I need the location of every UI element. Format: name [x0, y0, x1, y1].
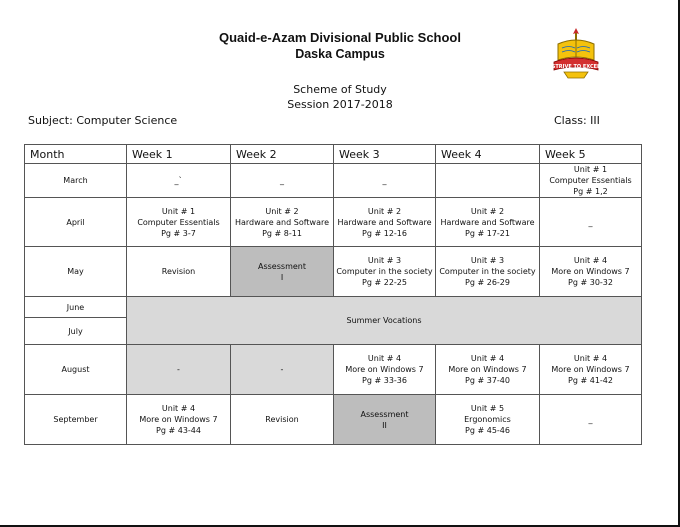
column-header: Week 2: [231, 145, 334, 164]
pages-label: Pg # 33-36: [362, 376, 407, 385]
pages-label: Pg # 22-25: [362, 278, 407, 287]
week-cell: Revision: [127, 247, 231, 297]
unit-label: Unit # 2: [367, 206, 402, 216]
week-cell: [436, 247, 540, 297]
assessment-cell: [334, 395, 436, 445]
month-cell: September: [25, 395, 127, 445]
week-cell: _: [334, 164, 436, 198]
week-cell: [334, 345, 436, 395]
table-row: [25, 198, 642, 247]
school-name: Quaid-e-Azam Divisional Public School: [219, 30, 461, 45]
week-cell: [540, 164, 642, 198]
month-cell: August: [25, 345, 127, 395]
unit-label: Unit # 4: [573, 354, 608, 363]
assessment-number: I: [280, 272, 284, 282]
assessment-label: Assessment: [360, 409, 409, 419]
column-header: Week 5: [540, 145, 642, 164]
unit-label: Unit # 4: [573, 256, 608, 265]
week-cell: [436, 345, 540, 395]
topic-label: More on Windows 7: [551, 267, 630, 276]
table-header-row: [25, 145, 642, 164]
topic-label: Computer Essentials: [137, 217, 220, 227]
topic-label: Hardware and Software: [440, 217, 535, 227]
week-cell: _`: [127, 164, 231, 198]
topic-label: Computer in the society: [439, 267, 536, 276]
topic-label: Hardware and Software: [234, 217, 330, 227]
session-label: Session 2017-2018: [287, 98, 393, 111]
school-logo-icon: [546, 24, 606, 84]
week-cell: [127, 395, 231, 445]
week-cell: _: [540, 198, 642, 247]
month-cell: March: [25, 164, 127, 198]
month-cell: June: [25, 297, 127, 318]
table-row: [25, 164, 642, 198]
campus-name: Daska Campus: [295, 47, 385, 61]
pages-label: Pg # 3-7: [161, 228, 196, 238]
assessment-cell: [231, 247, 334, 297]
pages-label: Pg # 30-32: [568, 278, 613, 287]
svg-text:STRIVE TO EXCEL: STRIVE TO EXCEL: [551, 64, 601, 70]
column-header: Week 4: [436, 145, 540, 164]
topic-label: Computer Essentials: [549, 176, 632, 185]
vacation-banner: Summer Vocations: [127, 297, 642, 345]
document-title: Scheme of Study: [293, 83, 387, 96]
topic-label: More on Windows 7: [139, 415, 218, 424]
topic-label: Hardware and Software: [337, 217, 432, 227]
week-cell: -: [231, 345, 334, 395]
week-cell: [436, 395, 540, 445]
month-cell: July: [25, 318, 127, 345]
unit-label: Unit # 2: [265, 206, 299, 216]
week-cell: _: [540, 395, 642, 445]
unit-label: Unit # 4: [367, 354, 402, 363]
week-cell: [334, 247, 436, 297]
unit-label: Unit # 2: [470, 206, 505, 216]
topic-label: Ergonomics: [464, 415, 511, 424]
week-cell: _: [231, 164, 334, 198]
week-cell: [540, 247, 642, 297]
column-header: Month: [25, 145, 127, 164]
week-cell: [540, 345, 642, 395]
week-cell: [436, 198, 540, 247]
table-row: [25, 395, 642, 445]
week-cell: [127, 198, 231, 247]
column-header: Week 1: [127, 145, 231, 164]
pages-label: Pg # 43-44: [156, 426, 201, 435]
topic-label: More on Windows 7: [345, 365, 424, 374]
pages-label: Pg # 45-46: [465, 426, 510, 435]
unit-label: Unit # 5: [470, 404, 505, 413]
subject-label: Subject: Computer Science: [28, 114, 178, 127]
topic-label: Computer in the society: [336, 267, 433, 276]
topic-label: More on Windows 7: [448, 365, 527, 374]
topic-label: More on Windows 7: [551, 365, 630, 374]
pages-label: Pg # 17-21: [465, 228, 510, 238]
table-row: [25, 297, 642, 318]
month-cell: April: [25, 198, 127, 247]
pages-label: Pg # 8-11: [262, 228, 302, 238]
unit-label: Unit # 3: [470, 256, 505, 265]
week-cell: [436, 164, 540, 198]
unit-label: Unit # 3: [367, 256, 402, 265]
table-row: [25, 345, 642, 395]
unit-label: Unit # 4: [470, 354, 505, 363]
unit-label: Unit # 1: [161, 206, 196, 216]
class-label: Class: III: [554, 114, 600, 127]
column-header: Week 3: [334, 145, 436, 164]
month-cell: May: [25, 247, 127, 297]
table-row: [25, 247, 642, 297]
pages-label: Pg # 37-40: [465, 376, 510, 385]
assessment-number: II: [382, 420, 387, 430]
scheme-table: [24, 144, 642, 445]
pages-label: Pg # 26-29: [465, 278, 510, 287]
week-cell: [231, 198, 334, 247]
week-cell: Revision: [231, 395, 334, 445]
unit-label: Unit # 1: [573, 165, 608, 174]
assessment-label: Assessment: [258, 261, 306, 271]
pages-label: Pg # 12-16: [362, 228, 407, 238]
unit-label: Unit # 4: [161, 404, 196, 413]
week-cell: -: [127, 345, 231, 395]
pages-label: Pg # 1,2: [573, 187, 608, 196]
week-cell: [334, 198, 436, 247]
pages-label: Pg # 41-42: [568, 376, 613, 385]
